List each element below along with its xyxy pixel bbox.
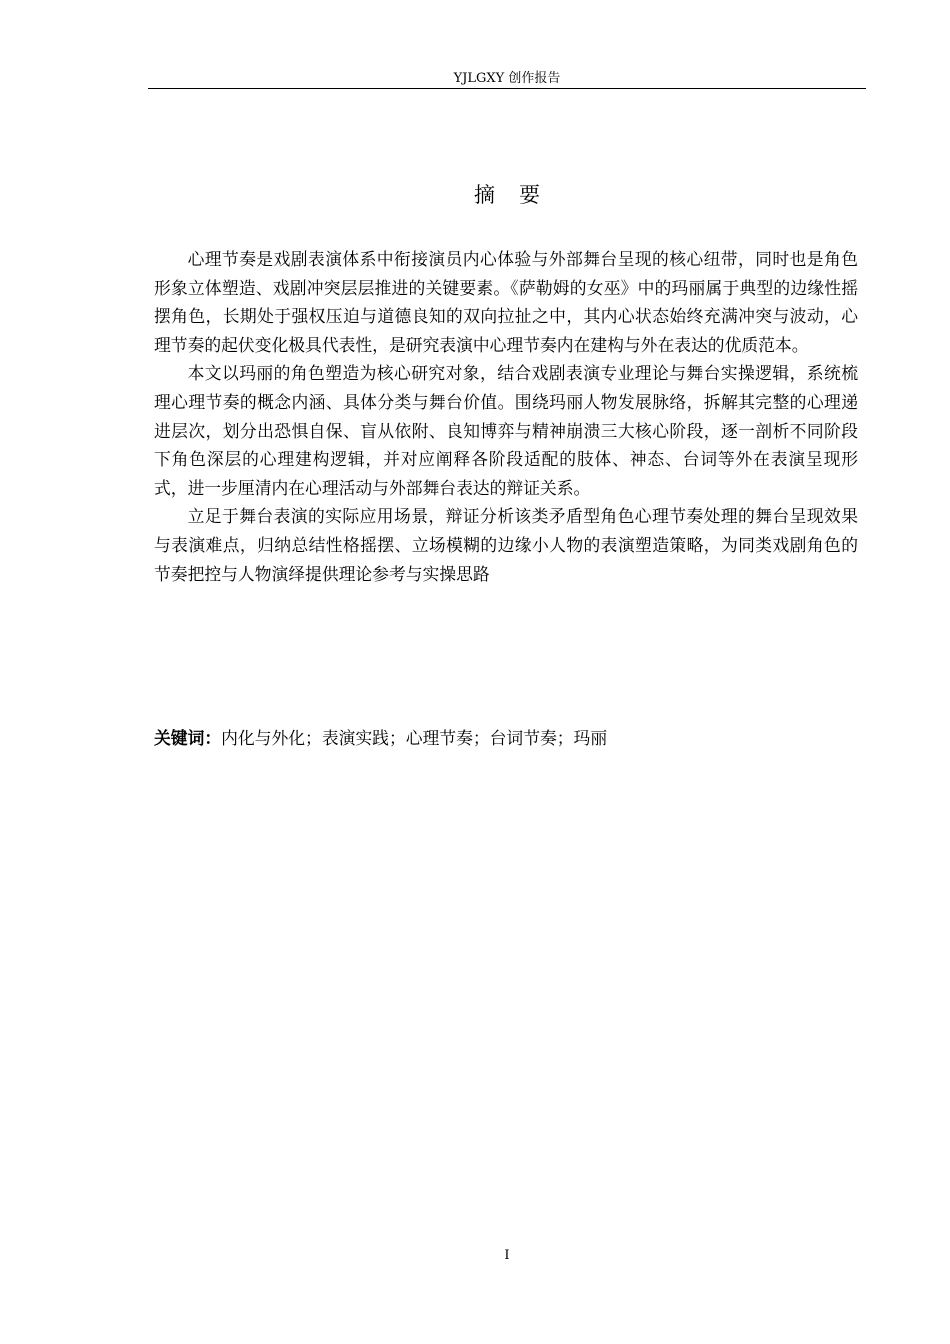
keywords-line (154, 724, 858, 752)
page-header: YJLGXY 创作报告 (453, 71, 561, 86)
abstract-body (154, 245, 858, 588)
page-number: I (504, 1248, 510, 1263)
keywords-label: 关键词： (154, 728, 222, 748)
keywords-text: 内化与外化；表演实践；心理节奏；台词节奏；玛丽 (221, 728, 608, 748)
abstract-paragraph-1: 心理节奏是戏剧表演体系中衔接演员内心体验与外部舞台呈现的核心纽带，同时也是角色形象立体塑造、戏剧冲突层层推进的关键要素。《萨勒姆的女巫》中的玛丽属于典型的边缘性摇摆角色，长期处于强权压迫与道德良知的双向拉扯之中，其内心状态始终充满冲突与波动，心理节奏的起伏变化极具代表性，是研究表演中心理节奏内在建构与外在表达的优质范本。 (154, 249, 858, 355)
abstract-paragraph-3: 立足于舞台表演的实际应用场景，辩证分析该类矛盾型角色心理节奏处理的舞台呈现效果与表演难点，归纳总结性格摇摆、立场模糊的边缘小人物的表演塑造策略，为同类戏剧角色的节奏把控与人物演绎提供理论参考与实操思路 (154, 506, 858, 584)
abstract-paragraph-2: 本文以玛丽的角色塑造为核心研究对象，结合戏剧表演专业理论与舞台实操逻辑，系统梳理心理节奏的概念内涵、具体分类与舞台价值。围绕玛丽人物发展脉络，拆解其完整的心理递进层次，划分出恐惧自保、盲从依附、良知博弈与精神崩溃三大核心阶段，逐一剖析不同阶段下角色深层的心理建构逻辑，并对应阐释各阶段适配的肢体、神态、台词等外在表演呈现形式，进一步厘清内在心理活动与外部舞台表达的辩证关系。 (154, 363, 858, 498)
page-title: 摘要 (474, 183, 564, 207)
header-rule (148, 88, 866, 89)
